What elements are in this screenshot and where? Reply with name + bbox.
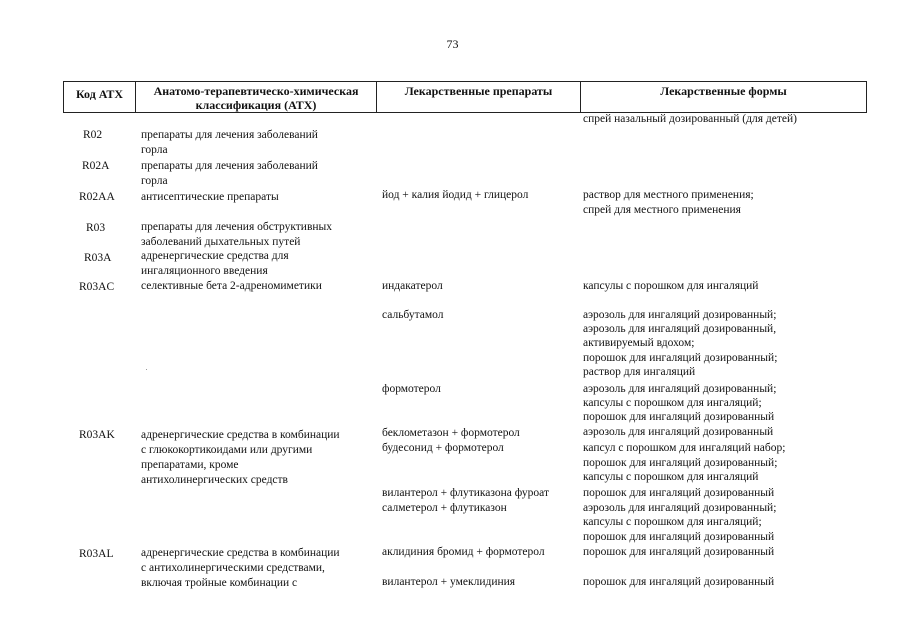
drug-cell: салметерол + флутиказон [382,502,507,514]
header-forms: Лекарственные формы [660,84,787,98]
atc-code: R03AC [79,281,115,293]
drug-cell: вилантерол + умеклидиния [382,576,516,588]
atc-code: R02A [82,160,110,172]
drug-cell: вилантерол + флутиказона фуроат [382,487,549,499]
form-cell: аэрозоль для ингаляций дозированный [583,426,774,438]
atc-name-line: ингаляционного введения [141,265,268,277]
header-code: Код АТХ [75,87,124,101]
atc-code: R02AA [79,191,115,203]
drug-cell: формотерол [382,383,441,395]
header-preparations: Лекарственные препараты [404,84,553,98]
drug-cell: индакатерол [382,280,443,292]
atc-name-line: с антихолинергическими средствами, [141,562,325,574]
atc-code: R03 [86,222,106,234]
atc-name-line: с глюкокортикоидами или другими [141,444,313,456]
header-classification: Анатомо-терапевтическо-химическая классификация (АТХ) [153,84,359,112]
form-cell: раствор для местного применения; [583,189,754,201]
drug-cell: йод + калия йодид + глицерол [382,189,529,201]
atc-code: R03AK [79,429,115,441]
atc-name-line: антихолинергических средств [141,474,288,486]
form-cell: капсулы с порошком для ингаляций; [583,397,762,409]
drug-cell: будесонид + формотерол [382,442,504,454]
atc-name-line: препаратами, кроме [141,459,239,471]
atc-name-line: препараты для лечения заболеваний [141,160,318,172]
drug-cell: сальбутамол [382,309,444,321]
form-cell: аэрозоль для ингаляций дозированный; [583,309,777,321]
drug-cell: беклометазон + формотерол [382,427,520,439]
form-cell: раствор для ингаляций [583,366,696,378]
column-divider-1 [135,81,136,113]
atc-code: R03AL [79,548,114,560]
form-cell: порошок для ингаляций дозированный [583,546,775,558]
page-number: 73 [446,37,459,51]
form-cell: спрей назальный дозированный (для детей) [583,113,797,125]
atc-name-line: адренергические средства в комбинации [141,547,340,559]
atc-name-line: заболеваний дыхательных путей [141,236,301,248]
form-cell: капсулы с порошком для ингаляций; [583,516,762,528]
form-cell: спрей для местного применения [583,204,741,216]
atc-name-line: горла [141,175,168,187]
atc-code: R03A [84,252,112,264]
scan-speck [146,369,147,370]
form-cell: активируемый вдохом; [583,337,695,349]
atc-name-line: препараты для лечения заболеваний [141,129,318,141]
atc-name-line: препараты для лечения обструктивных [141,221,333,233]
atc-name-line: включая тройные комбинации с [141,577,298,589]
form-cell: порошок для ингаляций дозированный [583,576,775,588]
form-cell: порошок для ингаляций дозированный [583,411,775,423]
form-cell: аэрозоль для ингаляций дозированный; [583,502,777,514]
form-cell: порошок для ингаляций дозированный [583,487,775,499]
form-cell: порошок для ингаляций дозированный [583,531,775,543]
form-cell: аэрозоль для ингаляций дозированный, [583,323,777,335]
form-cell: капсулы с порошком для ингаляций [583,471,759,483]
table-right-border [866,81,867,113]
atc-name-line: антисептические препараты [141,191,279,203]
form-cell: капсулы с порошком для ингаляций [583,280,759,292]
atc-code: R02 [83,129,103,141]
atc-name-line: горла [141,144,168,156]
form-cell: порошок для ингаляций дозированный; [583,352,778,364]
atc-name-line: адренергические средства для [141,250,289,262]
form-cell: капсул с порошком для ингаляций набор; [583,442,786,454]
form-cell: аэрозоль для ингаляций дозированный; [583,383,777,395]
atc-name-line: адренергические средства в комбинации [141,429,340,441]
form-cell: порошок для ингаляций дозированный; [583,457,778,469]
table-top-border [63,81,867,82]
drug-cell: аклидиния бромид + формотерол [382,546,545,558]
atc-name-line: селективные бета 2-адреномиметики [141,280,322,292]
